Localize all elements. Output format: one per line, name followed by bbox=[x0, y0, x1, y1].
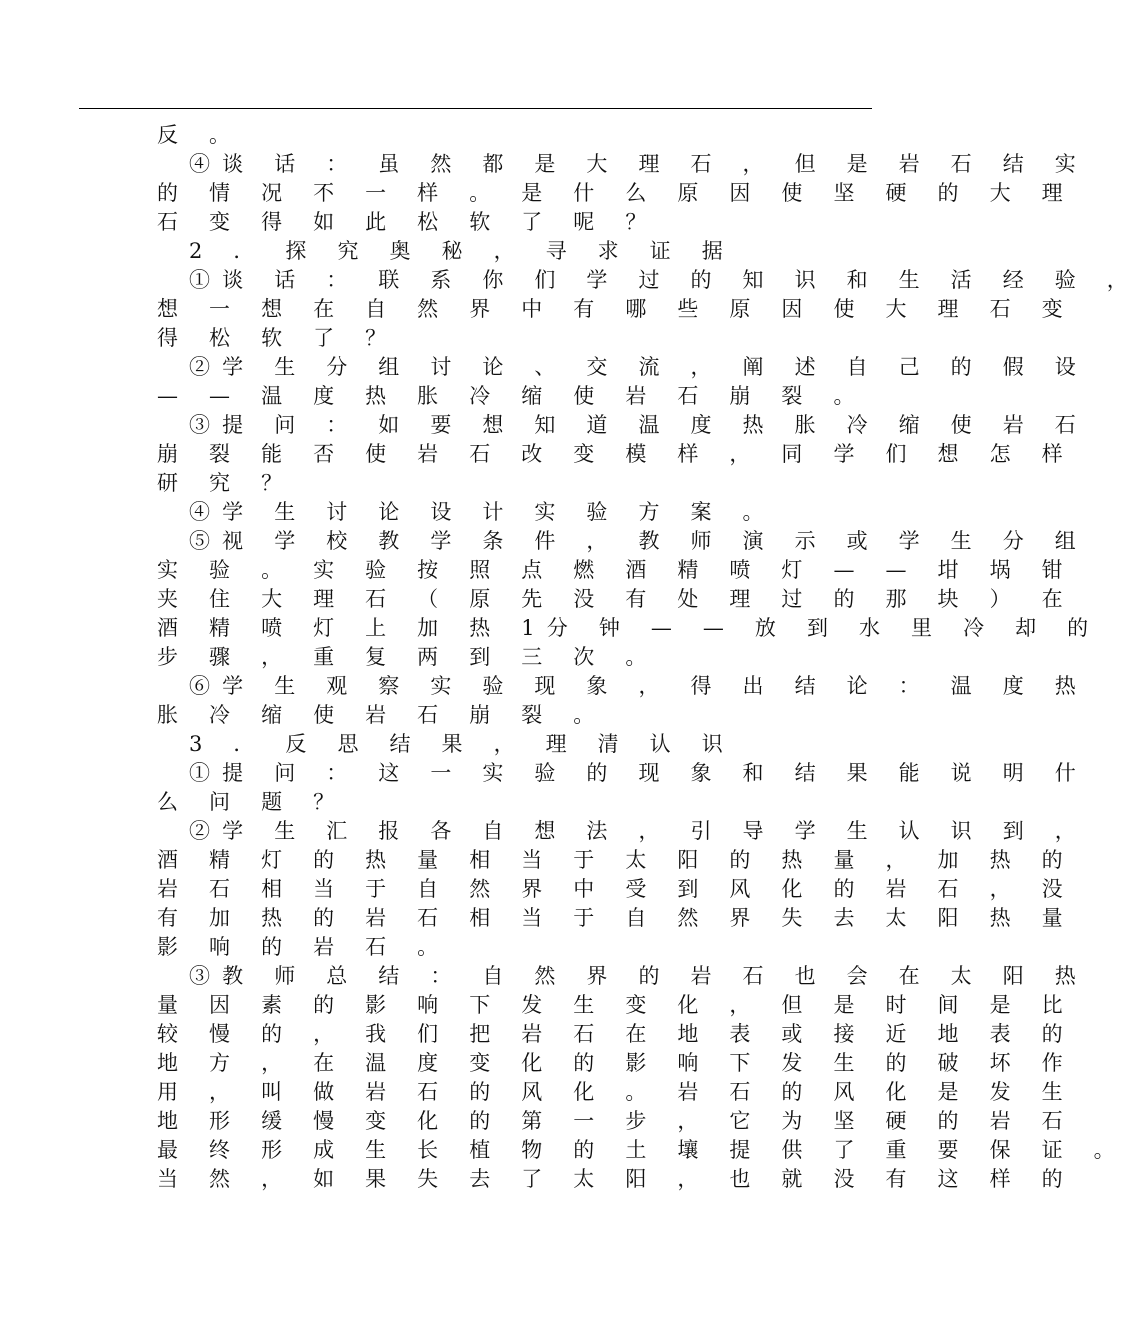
text-line: 较 慢 的 ， 我 们 把 岩 石 在 地 表 或 接 近 地 表 的 bbox=[157, 1022, 1075, 1046]
text-line: 么 问 题 ？ bbox=[157, 790, 347, 814]
text-line: 2 ． 探 究 奥 秘 ， 寻 求 证 据 bbox=[189, 239, 735, 263]
text-line: 步 骤 ， 重 复 两 到 三 次 。 bbox=[157, 645, 659, 669]
text-line: 岩 石 相 当 于 自 然 界 中 受 到 风 化 的 岩 石 ， 没 bbox=[157, 877, 1075, 901]
text-line: ③教 师 总 结 ： 自 然 界 的 岩 石 也 会 在 太 阳 热 bbox=[189, 964, 1088, 988]
text-line: ③提 问 ： 如 要 想 知 道 温 度 热 胀 冷 缩 使 岩 石 bbox=[189, 413, 1088, 437]
text-line: 得 松 软 了 ？ bbox=[157, 326, 399, 350]
text-line: 酒 精 灯 的 热 量 相 当 于 太 阳 的 热 量 ， 加 热 的 bbox=[157, 848, 1075, 872]
text-line: ②学 生 分 组 讨 论 、 交 流 ， 阐 述 自 己 的 假 设 bbox=[189, 355, 1088, 379]
text-line: 研 究 ？ bbox=[157, 471, 295, 495]
text-line: 胀 冷 缩 使 岩 石 崩 裂 。 bbox=[157, 703, 607, 727]
text-line: 量 因 素 的 影 响 下 发 生 变 化 ， 但 是 时 间 是 比 bbox=[157, 993, 1075, 1017]
header-rule bbox=[79, 108, 872, 109]
text-line: ④谈 话 ： 虽 然 都 是 大 理 石 ， 但 是 岩 石 结 实 bbox=[189, 152, 1088, 176]
text-line: 当 然 ， 如 果 失 去 了 太 阳 ， 也 就 没 有 这 样 的 bbox=[157, 1167, 1075, 1191]
text-line: 实 验 。 实 验 按 照 点 燃 酒 精 喷 灯 — — 坩 埚 钳 bbox=[157, 558, 1075, 582]
text-line: ⑤视 学 校 教 学 条 件 ， 教 师 演 示 或 学 生 分 组 bbox=[189, 529, 1088, 553]
text-line: ②学 生 汇 报 各 自 想 法 ， 引 导 学 生 认 识 到 ， bbox=[189, 819, 1088, 843]
text-line: ①提 问 ： 这 一 实 验 的 现 象 和 结 果 能 说 明 什 bbox=[189, 761, 1088, 785]
text-line: 用 ， 叫 做 岩 石 的 风 化 。 岩 石 的 风 化 是 发 生 bbox=[157, 1080, 1075, 1104]
text-line: 想 一 想 在 自 然 界 中 有 哪 些 原 因 使 大 理 石 变 bbox=[157, 297, 1075, 321]
text-line: 崩 裂 能 否 使 岩 石 改 变 模 样 ， 同 学 们 想 怎 样 bbox=[157, 442, 1075, 466]
text-line: 酒 精 喷 灯 上 加 热 1分 钟 — — 放 到 水 里 冷 却 的 bbox=[157, 616, 1101, 640]
text-line: — — 温 度 热 胀 冷 缩 使 岩 石 崩 裂 。 bbox=[157, 384, 867, 408]
text-line: 石 变 得 如 此 松 软 了 呢 ？ bbox=[157, 210, 659, 234]
text-line: 地 方 ， 在 温 度 变 化 的 影 响 下 发 生 的 破 坏 作 bbox=[157, 1051, 1075, 1075]
body-text bbox=[157, 121, 1140, 1194]
text-line: ①谈 话 ： 联 系 你 们 学 过 的 知 识 和 生 活 经 验 ， bbox=[189, 268, 1140, 292]
text-line: 最 终 形 成 生 长 植 物 的 土 壤 提 供 了 重 要 保 证 。 bbox=[157, 1138, 1127, 1162]
text-line: ⑥学 生 观 察 实 验 现 象 ， 得 出 结 论 ： 温 度 热 bbox=[189, 674, 1088, 698]
text-line: 影 响 的 岩 石 。 bbox=[157, 935, 451, 959]
text-line: 的 情 况 不 一 样 。 是 什 么 原 因 使 坚 硬 的 大 理 bbox=[157, 181, 1075, 205]
text-line: 有 加 热 的 岩 石 相 当 于 自 然 界 失 去 太 阳 热 量 bbox=[157, 906, 1075, 930]
text-line: 反 。 bbox=[157, 123, 243, 147]
text-line: 3 ． 反 思 结 果 ， 理 清 认 识 bbox=[189, 732, 735, 756]
text-line: 地 形 缓 慢 变 化 的 第 一 步 ， 它 为 坚 硬 的 岩 石 bbox=[157, 1109, 1075, 1133]
text-line: 夹 住 大 理 石 （ 原 先 没 有 处 理 过 的 那 块 ） 在 bbox=[157, 587, 1075, 611]
text-line: ④学 生 讨 论 设 计 实 验 方 案 。 bbox=[189, 500, 776, 524]
